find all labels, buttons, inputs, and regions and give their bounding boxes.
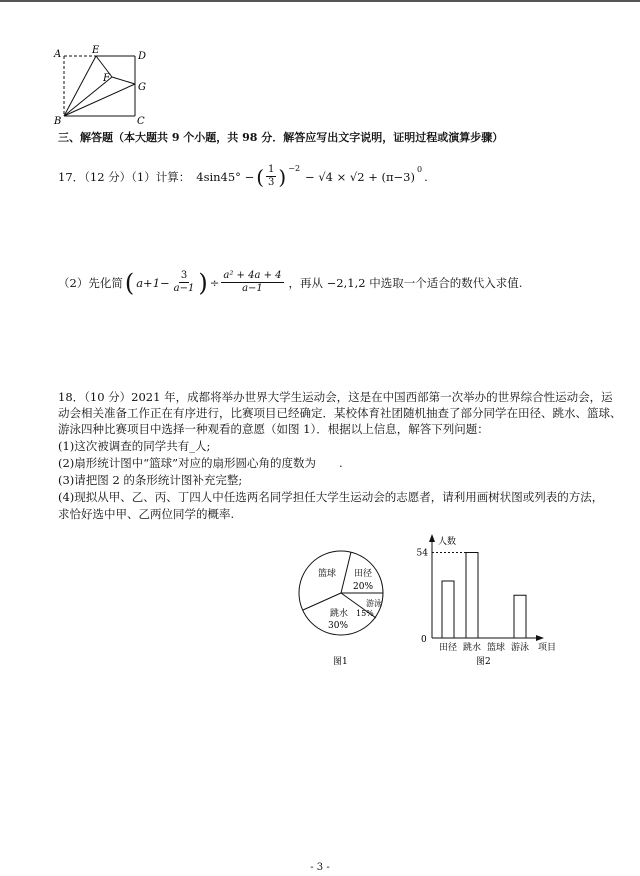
q18-item4b: 求恰好选中甲、乙两位同学的概率. (58, 507, 235, 521)
bar-1 (466, 553, 478, 639)
bar-tick-label: 跳水 (462, 643, 482, 653)
bars-group (417, 549, 529, 654)
label-b: B (54, 116, 62, 126)
q18-item4a: (4)现拟从甲、乙、丙、丁四人中任选两名同学担任大学生运动会的志愿者，请利用画树状图或列表的方法， (58, 490, 604, 504)
bar-caption: 图2 (476, 657, 491, 667)
paren-right-2: ) (198, 268, 208, 297)
pie-pct-tianjing: 20% (353, 582, 374, 592)
q17-part2-suffix: ，再从 −2,1,2 中选取一个适合的数代入求值. (288, 275, 523, 290)
bar-3 (514, 595, 526, 638)
q17-part2-f2-num: a² + 4a + 4 (223, 270, 282, 281)
pie-caption: 图1 (333, 657, 348, 667)
label-c: C (137, 116, 145, 126)
paren-left-2: ( (124, 268, 135, 297)
pie-label-youyong: 游泳 (366, 599, 382, 608)
label-f: F (103, 73, 110, 84)
bar-0 (442, 581, 454, 638)
q17-expr-b: − √4 × √2 + (π−3) (305, 169, 415, 184)
q17-part2-f1-den: a−1 (173, 283, 195, 294)
bar-chart (392, 532, 562, 670)
bar-tick-label: 田径 (438, 643, 458, 653)
label-a: A (54, 49, 62, 60)
x-axis-arrow (536, 635, 544, 641)
q17-expr-end: . (424, 169, 428, 184)
q17-frac-num: 1 (268, 164, 275, 175)
pie-chart (296, 548, 388, 670)
q17-part2 (58, 270, 522, 295)
q17-expr-a: 4sin45° − (196, 169, 255, 184)
paren-right: ) (278, 164, 287, 189)
label-e: E (92, 45, 100, 56)
q17-exponent-neg2: −2 (288, 163, 301, 173)
q18-item2: (2)扇形统计图中“篮球”对应的扇形圆心角的度数为 . (58, 456, 343, 470)
section-heading: 三、解答题（本大题共 9 个小题，共 98 分．解答应写出文字说明，证明过程或演算步骤） (58, 131, 504, 144)
q18-item1: (1)这次被调查的同学共有_人; (58, 439, 211, 453)
y-tick-54: 54 (416, 548, 428, 559)
q18-item3: (3)请把图 2 的条形统计图补充完整; (58, 473, 243, 487)
q18-line1: 18．（10 分）2021 年，成都将举办世界大学生运动会，这是在中国西部第一次举办的世界综合性运动会，运 (58, 390, 613, 404)
y-axis-label: 人数 (438, 537, 457, 547)
q17-frac-den: 3 (268, 177, 275, 188)
q17-part2-frac2 (221, 270, 283, 295)
origin-label: 0 (421, 635, 427, 645)
pie-pct-extra: 15% (356, 609, 374, 618)
q17-part2-div: ÷ (209, 275, 220, 290)
q17-part2-frac1 (172, 270, 197, 295)
q17-part2-a: a+1− (136, 275, 170, 290)
bar-tick-label: 游泳 (510, 643, 530, 653)
pie-label-tiaoshui: 跳水 (330, 609, 349, 619)
top-border (0, 0, 640, 2)
page-number: - 3 - (310, 862, 330, 873)
q18-line3: 游泳四种比赛项目中选择一种观看的意愿（如图 1）．根据以上信息，解答下列问题： (58, 422, 489, 436)
x-axis-label: 项目 (538, 643, 557, 653)
geometry-figure (50, 44, 160, 126)
pie-pct-tiaoshui: 30% (328, 621, 349, 631)
q18-line2: 动会相关准备工作正在有序进行，比赛项目已经确定．某校体育社团随机抽查了部分同学在田径、跳水、篮球、 (58, 406, 622, 420)
y-axis-arrow (429, 534, 435, 542)
q17-exponent-0: 0 (417, 164, 423, 174)
label-d: D (138, 51, 147, 62)
q17-fraction (266, 164, 276, 189)
pie-divider-4 (303, 593, 341, 610)
pie-label-tianjing: 田径 (354, 569, 373, 579)
q17-part2-f1-num: 3 (180, 270, 188, 281)
bar-tick-label: 篮球 (486, 643, 506, 653)
q17-prefix: 17．（12 分）（1）计算： (58, 169, 191, 184)
label-g: G (138, 82, 146, 93)
pie-divider-1 (341, 552, 351, 593)
q17-part1 (58, 164, 428, 189)
q17-part2-prefix: （2）先化简 (58, 275, 123, 290)
paren-left: ( (256, 164, 265, 189)
pie-label-lanqiu: 篮球 (318, 569, 337, 579)
q17-part2-f2-den: a−1 (242, 283, 263, 294)
